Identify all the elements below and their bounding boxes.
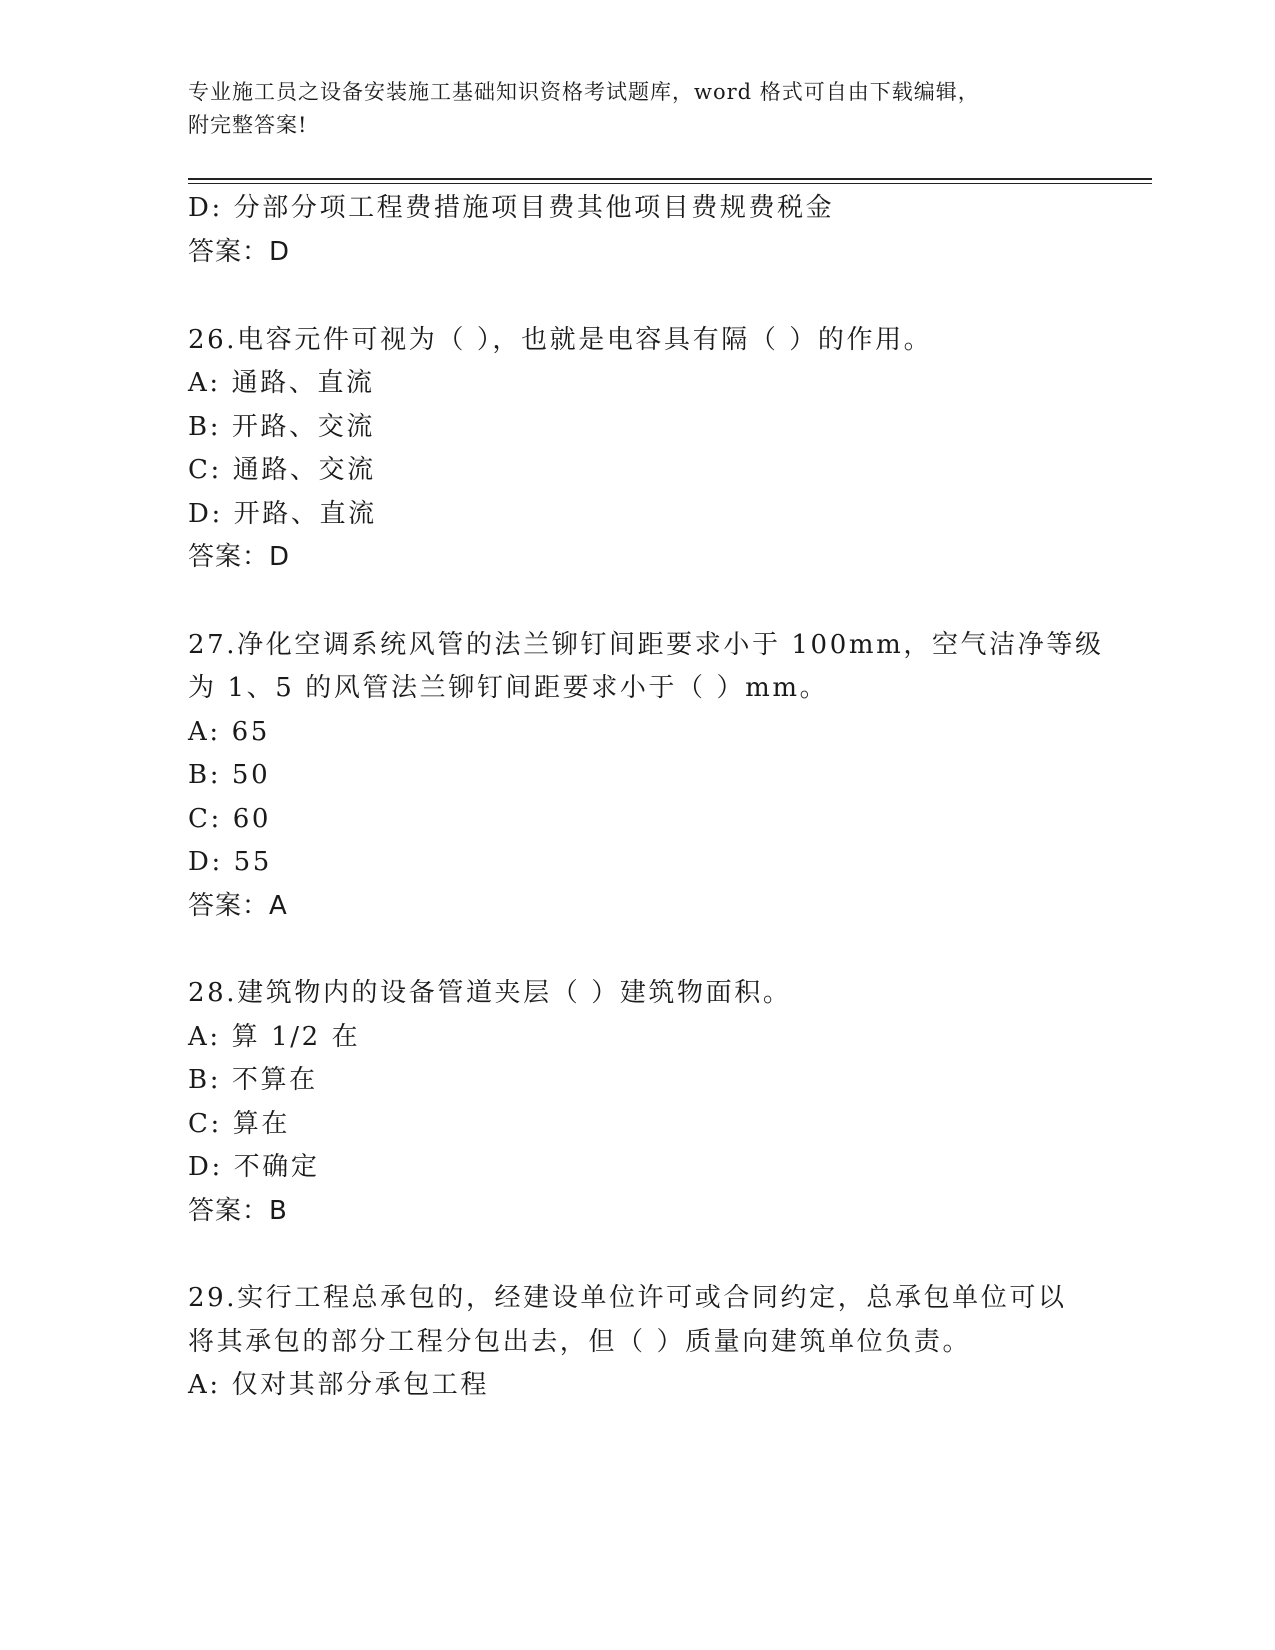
q26-answer: 答案：D — [188, 542, 291, 572]
header-line-1: 专业施工员之设备安装施工基础知识资格考试题库，word 格式可自由下载编辑， — [188, 80, 980, 104]
document-header — [188, 76, 1068, 142]
q29-stem-line-1: 29.实行工程总承包的，经建设单位许可或合同约定，总承包单位可以 — [188, 1283, 1067, 1313]
q26-stem: 26.电容元件可视为（ ），也就是电容具有隔（ ）的作用。 — [188, 325, 933, 355]
q28-answer: 答案：B — [188, 1196, 288, 1226]
q28-option-a: A: 算 1/2 在 — [188, 1022, 361, 1052]
q27-stem-line-2: 为 1、5 的风管法兰铆钉间距要求小于（ ）mm。 — [188, 673, 829, 703]
q27-option-a: A: 65 — [188, 717, 270, 747]
q26-option-b: B: 开路、交流 — [188, 412, 375, 442]
q27-answer: 答案：A — [188, 891, 288, 921]
q26-option-a: A: 通路、直流 — [188, 368, 375, 398]
q26-option-c: C: 通路、交流 — [188, 455, 376, 485]
q26-option-d: D: 开路、直流 — [188, 499, 377, 529]
header-line-2: 附完整答案! — [188, 113, 308, 137]
q28-option-d: D: 不确定 — [188, 1152, 320, 1182]
prev-option-d: D: 分部分项工程费措施项目费其他项目费规费税金 — [188, 193, 835, 223]
q27-option-d: D: 55 — [188, 847, 272, 877]
q28-stem: 28.建筑物内的设备管道夹层（ ）建筑物面积。 — [188, 978, 792, 1008]
q27-option-c: C: 60 — [188, 804, 272, 834]
header-divider-thick — [188, 178, 1152, 180]
header-divider-thin — [188, 183, 1152, 184]
q28-option-b: B: 不算在 — [188, 1065, 318, 1095]
q27-stem-line-1: 27.净化空调系统风管的法兰铆钉间距要求小于 100mm，空气洁净等级 — [188, 630, 1104, 660]
q29-stem-line-2: 将其承包的部分工程分包出去，但（ ）质量向建筑单位负责。 — [188, 1327, 972, 1357]
q29-option-a: A: 仅对其部分承包工程 — [188, 1370, 490, 1400]
prev-answer: 答案：D — [188, 237, 291, 267]
q27-option-b: B: 50 — [188, 760, 271, 790]
q28-option-c: C: 算在 — [188, 1109, 290, 1139]
